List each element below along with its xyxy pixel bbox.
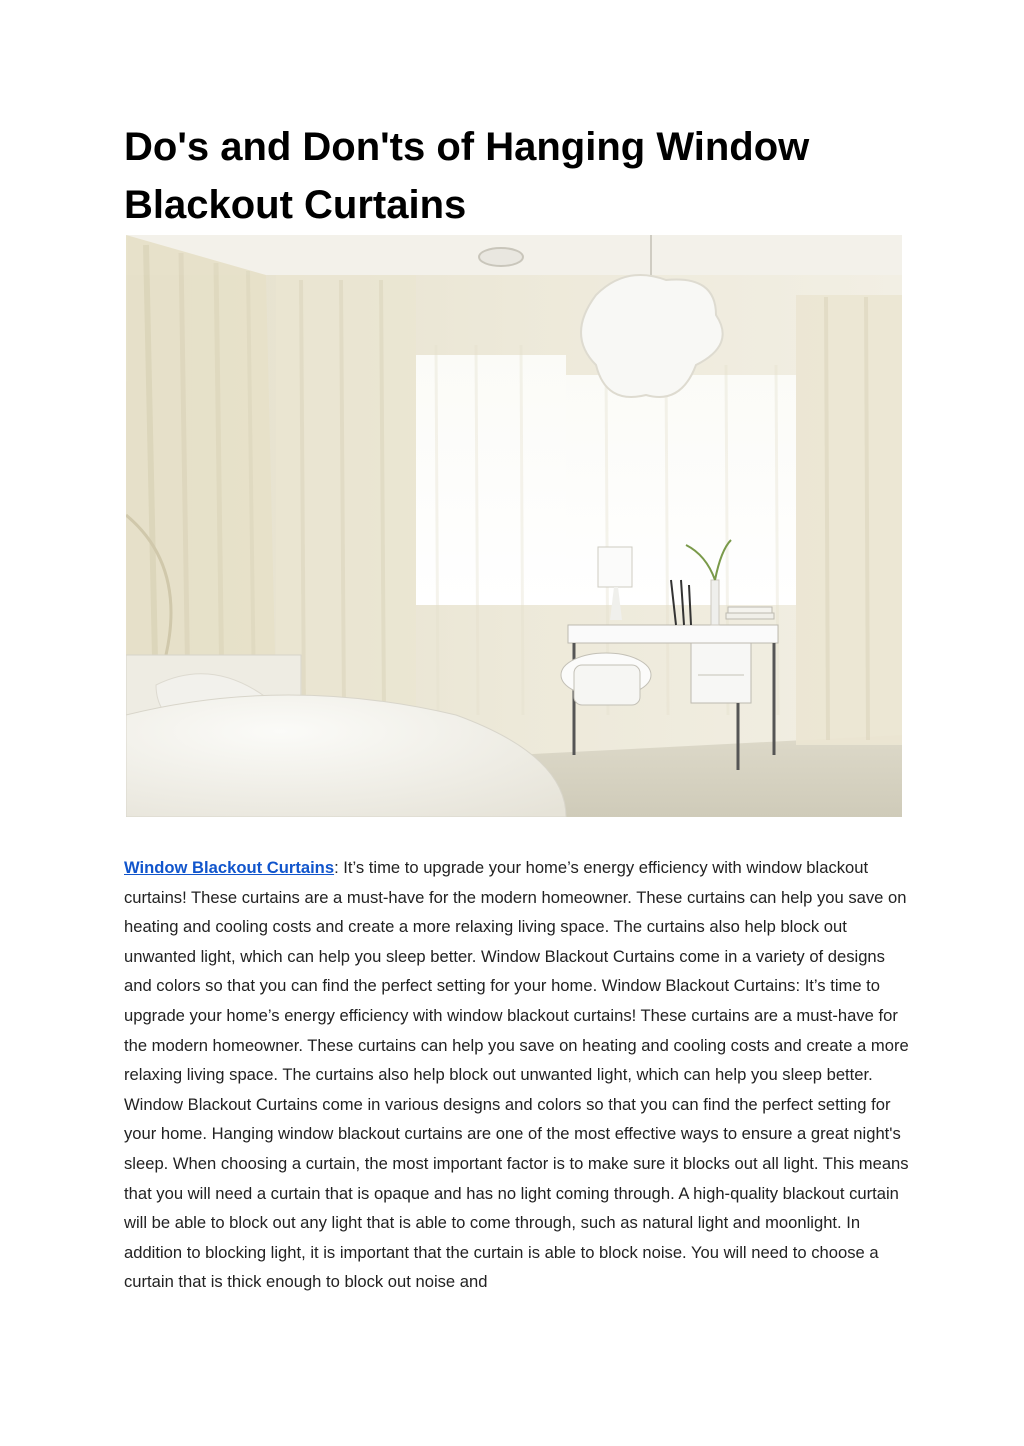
- article-body-text: : It’s time to upgrade your home’s energy efficiency with window blackout curtains! These curtains are a must-have for the modern homeowner. These curtains can help you save on heating and cooling costs and create a more relaxing living space. The curtains also help block out unwanted light, which can help you sleep better. Window Blackout Curtains come in a variety of designs and colors so that you can find the perfect setting for your home. Window Blackout Curtains: It’s time to upgrade your home’s energy efficiency with window blackout curtains! These curtains are a must-have for the modern homeowner. These curtains can help you save on heating and cooling costs and create a more relaxing living space. The curtains also help block out unwanted light, which can help you sleep better. Window Blackout Curtains come in various designs and colors so that you can find the perfect setting for your home. Hanging window blackout curtains are one of the most effective ways to ensure a great night's sleep. When choosing a curtain, the most important factor is to make sure it blocks out all light. This means that you will need a curtain that is opaque and has no light coming through. A high-quality blackout curtain will be able to block out any light that is able to come through, such as natural light and moonlight. In addition to blocking light, it is important that the curtain is able to block noise. You will need to choose a curtain that is thick enough to block out noise and: [124, 858, 909, 1292]
- bedroom-illustration: [126, 235, 902, 817]
- page-title: Do's and Don'ts of Hanging Window Blackout Curtains: [124, 125, 810, 227]
- article-body: [124, 853, 914, 1297]
- window-blackout-curtains-link[interactable]: Window Blackout Curtains: [124, 858, 335, 877]
- bedroom-curtains-photo: [126, 235, 902, 817]
- left-curtain: [126, 235, 276, 705]
- middle-curtain: [276, 275, 416, 715]
